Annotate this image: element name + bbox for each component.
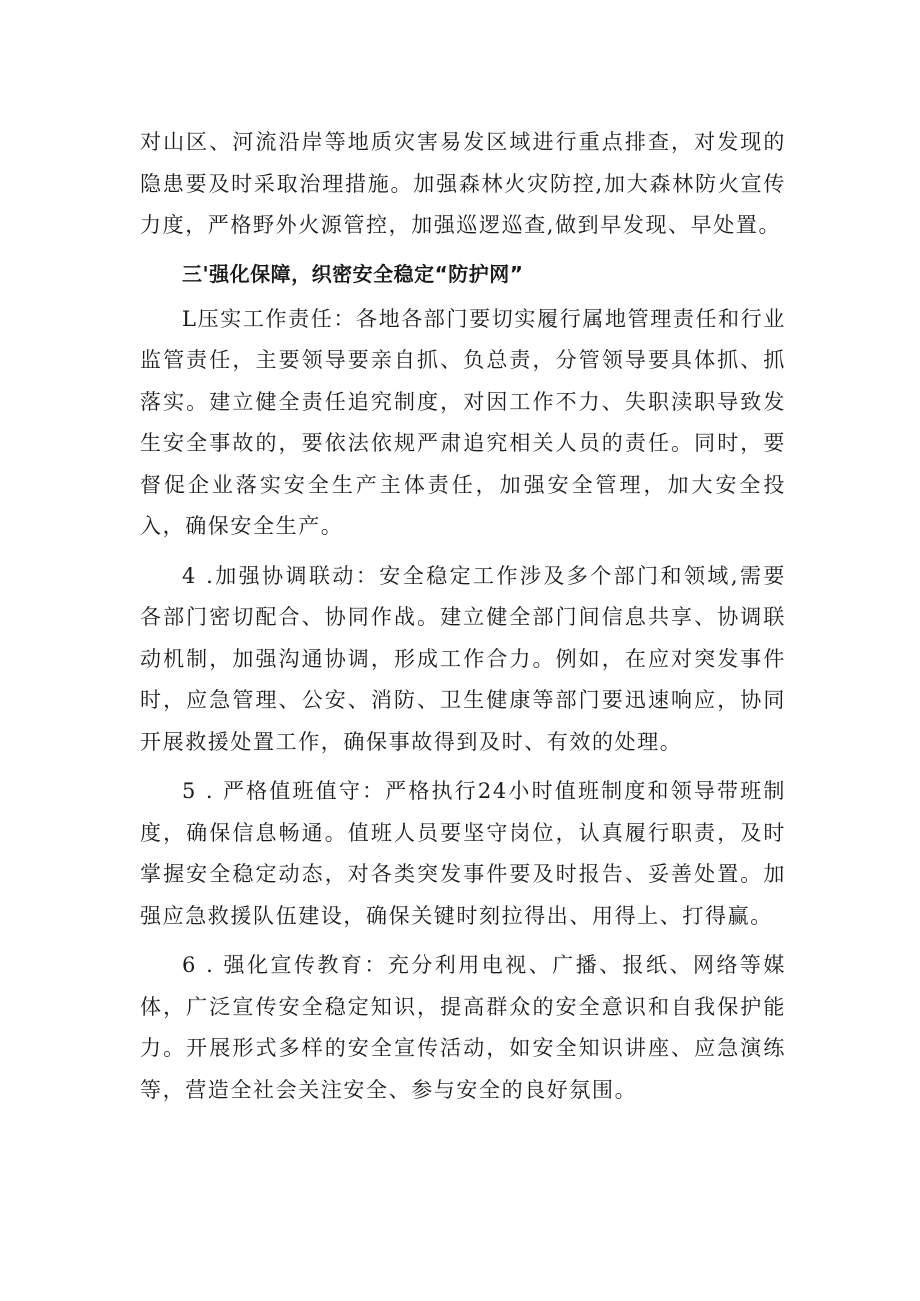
paragraph-continuation: 对山区、河流沿岸等地质灾害易发区域进行重点排查，对发现的隐患要及时采取治理措施。加强森林火灾防控,加大森林防火宣传力度，严格野外火源管控，加强巡逻巡查,做到早发现、早处置。 xyxy=(140,130,786,237)
paragraph-item-4: 4 .加强协调联动：安全稳定工作涉及多个部门和领域,需要各部门密切配合、协同作战。建立健全部门间信息共享、协调联动机制，加强沟通协调，形成工作合力。例如，在应对突发事件时，应急管理、公安、消防、卫生健康等部门要迅速响应，协同开展救援处置工作，确保事故得到及时、有效的处理。 xyxy=(140,563,786,754)
paragraph-item-6: 6 . 强化宣传教育：充分利用电视、广播、报纸、网络等媒体，广泛宣传安全稳定知识，提高群众的安全意识和自我保护能力。开展形式多样的安全宣传活动，如安全知识讲座、应急演练等，营造全社会关注安全、参与安全的良好氛围。 xyxy=(140,953,786,1102)
paragraph-item-5: 5 . 严格值班值守：严格执行24小时值班制度和领导带班制度，确保信息畅通。值班人员要坚守岗位，认真履行职责，及时掌握安全稳定动态，对各类突发事件要及时报告、妥善处置。加强应急救援队伍建设，确保关键时刻拉得出、用得上、打得赢。 xyxy=(140,779,786,928)
document-page xyxy=(140,122,786,1111)
paragraph-item-1: L压实工作责任：各地各部门要切实履行属地管理责任和行业监管责任，主要领导要亲自抓、负总责，分管领导要具体抓、抓落实。建立健全责任追究制度，对因工作不力、失职渎职导致发生安全事故的，要依法依规严肃追究相关人员的责任。同时，要督促企业落实安全生产主体责任，加强安全管理，加大安全投入，确保安全生产。 xyxy=(140,306,786,538)
section-heading-3: 三'强化保障，织密安全稳定“防护网” xyxy=(182,261,524,286)
